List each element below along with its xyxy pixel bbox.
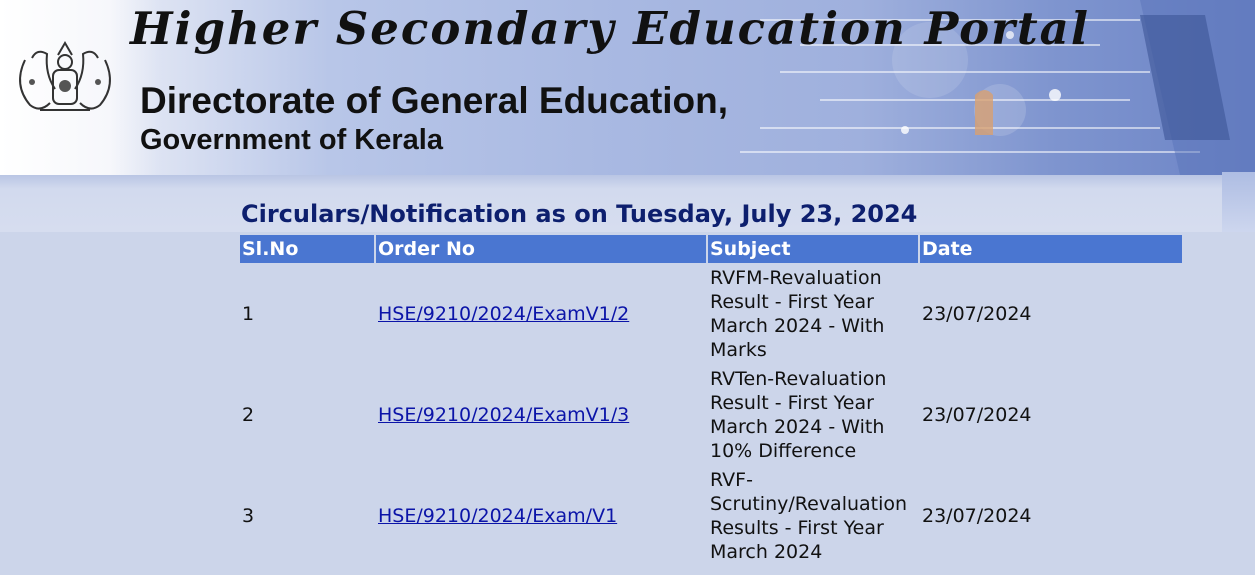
column-header-date: Date bbox=[920, 235, 1182, 263]
portal-title: Higher Secondary Education Portal bbox=[130, 2, 1090, 55]
sl-no-cell: 3 bbox=[242, 504, 255, 527]
directorate-title: Directorate of General Education, bbox=[140, 80, 729, 121]
order-link[interactable]: HSE/9210/2024/ExamV1/3 bbox=[378, 403, 630, 426]
circulars-table bbox=[238, 235, 1184, 566]
order-no-cell bbox=[376, 263, 706, 364]
date-cell: 23/07/2024 bbox=[922, 302, 1032, 325]
subject-cell: RVF-Scrutiny/Revaluation Results - First Year March 2024 bbox=[710, 468, 908, 563]
order-link[interactable]: HSE/9210/2024/Exam/V1 bbox=[378, 504, 618, 527]
sl-no-cell: 1 bbox=[242, 302, 255, 325]
page-title: Circulars/Notification as on Tuesday, July 23, 2024 bbox=[241, 200, 918, 228]
site-banner bbox=[0, 0, 1255, 175]
column-header-sl-no: Sl.No bbox=[240, 235, 374, 263]
kerala-state-emblem-icon bbox=[10, 40, 120, 120]
table-row bbox=[240, 364, 1182, 465]
header-band-edge bbox=[1222, 172, 1255, 232]
sl-no-cell: 2 bbox=[242, 403, 255, 426]
order-no-cell bbox=[376, 364, 706, 465]
government-title: Government of Kerala bbox=[140, 124, 443, 156]
table-row bbox=[240, 465, 1182, 566]
date-cell: 23/07/2024 bbox=[922, 504, 1032, 527]
table-row bbox=[240, 263, 1182, 364]
column-header-subject: Subject bbox=[708, 235, 918, 263]
column-header-order-no: Order No bbox=[376, 235, 706, 263]
subject-cell: RVTen-Revaluation Result - First Year March 2024 - With 10% Difference bbox=[710, 367, 887, 462]
date-cell: 23/07/2024 bbox=[922, 403, 1032, 426]
subject-cell: RVFM-Revaluation Result - First Year March 2024 - With Marks bbox=[710, 266, 885, 361]
order-link[interactable]: HSE/9210/2024/ExamV1/2 bbox=[378, 302, 630, 325]
order-no-cell bbox=[376, 465, 706, 566]
table-header-row bbox=[240, 235, 1182, 263]
